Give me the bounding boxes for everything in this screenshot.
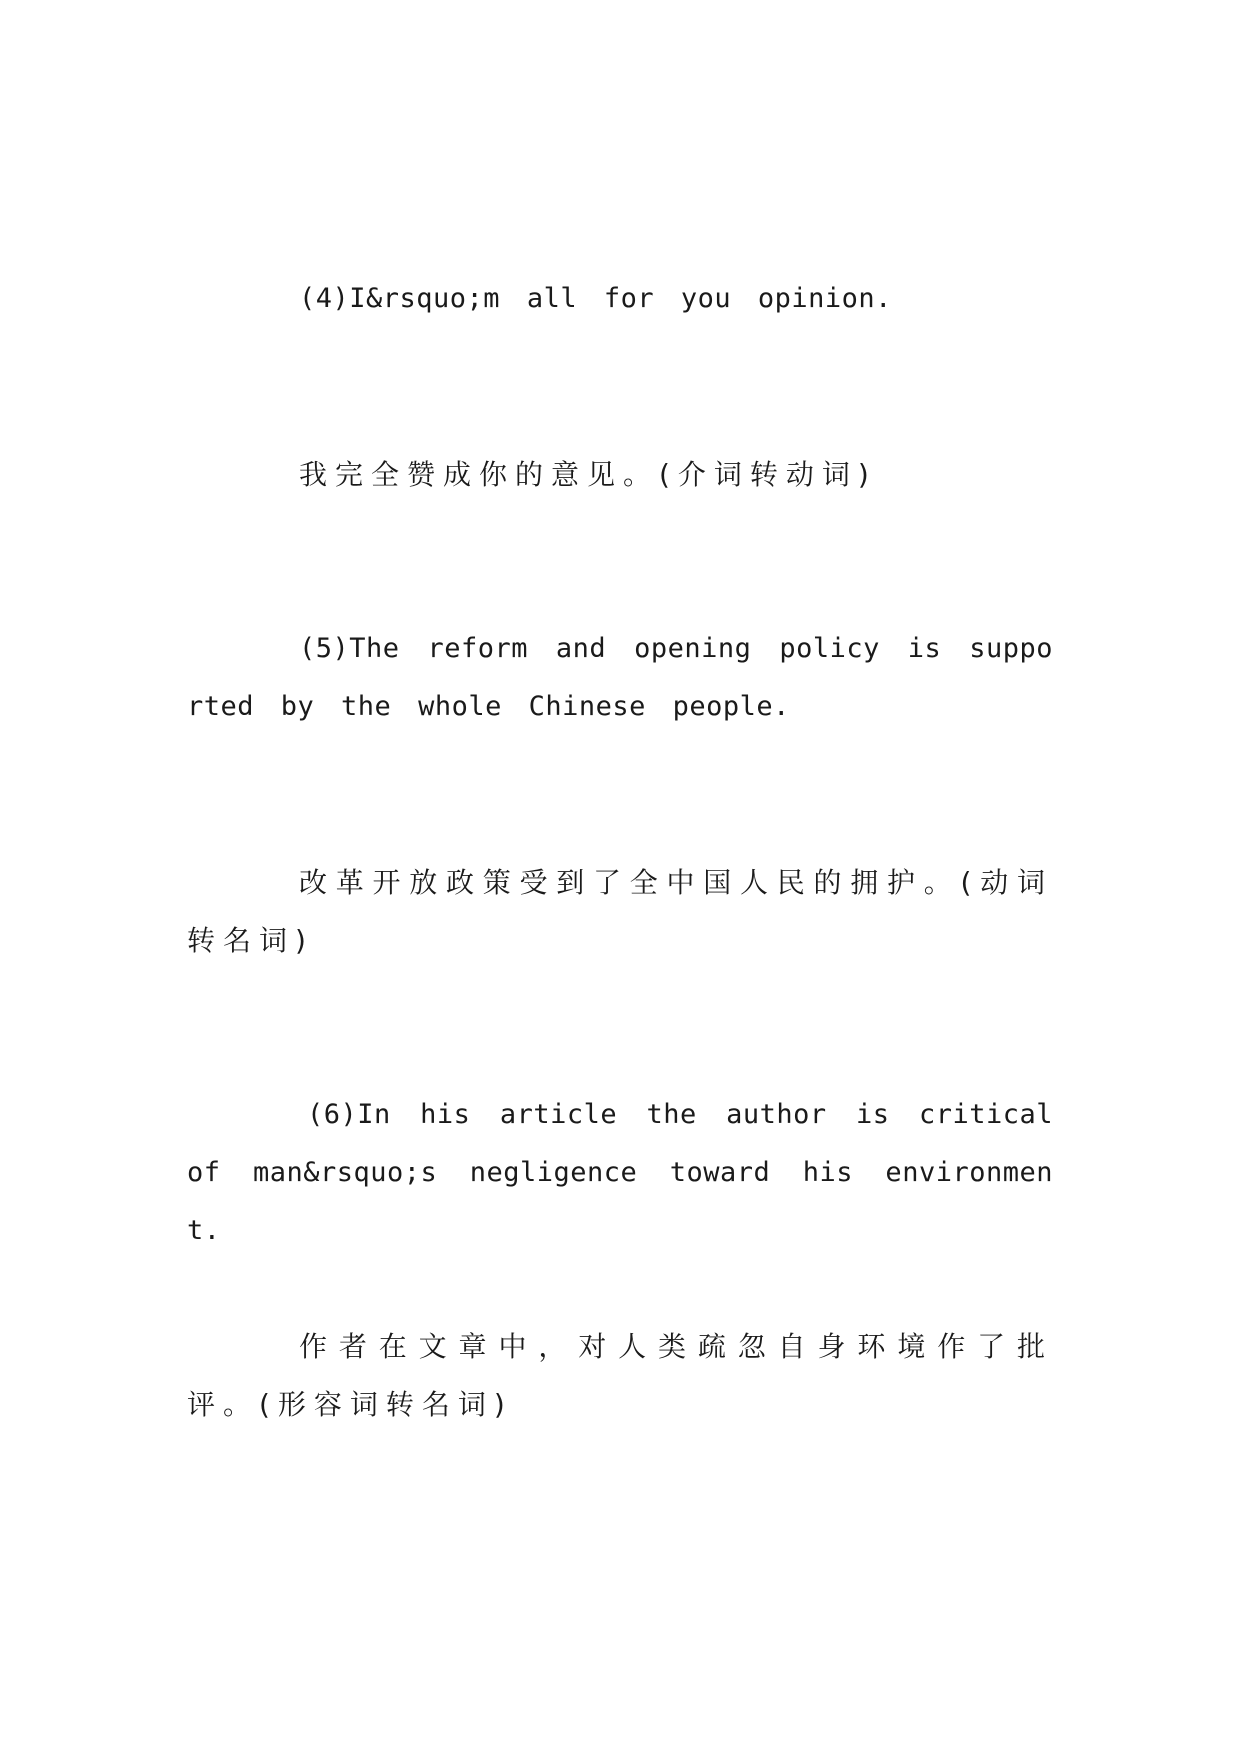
example-6-chinese: 作者在文章中，对人类疏忽自身环境作了批评。(形容词转名词) <box>187 1330 1053 1421</box>
example-4-english: (4)I&rsquo;m all for you opinion. <box>299 283 892 314</box>
example-6-english: (6)In his article the author is critical of man&rsquo;s negligence toward his environment. <box>187 1099 1053 1246</box>
example-5-chinese: 改革开放政策受到了全中国人民的拥护。(动词转名词) <box>187 866 1053 957</box>
example-4-chinese: 我完全赞成你的意见。(介词转动词) <box>299 458 877 491</box>
example-5-english: (5)The reform and opening policy is supported by the whole Chinese people. <box>187 633 1053 722</box>
